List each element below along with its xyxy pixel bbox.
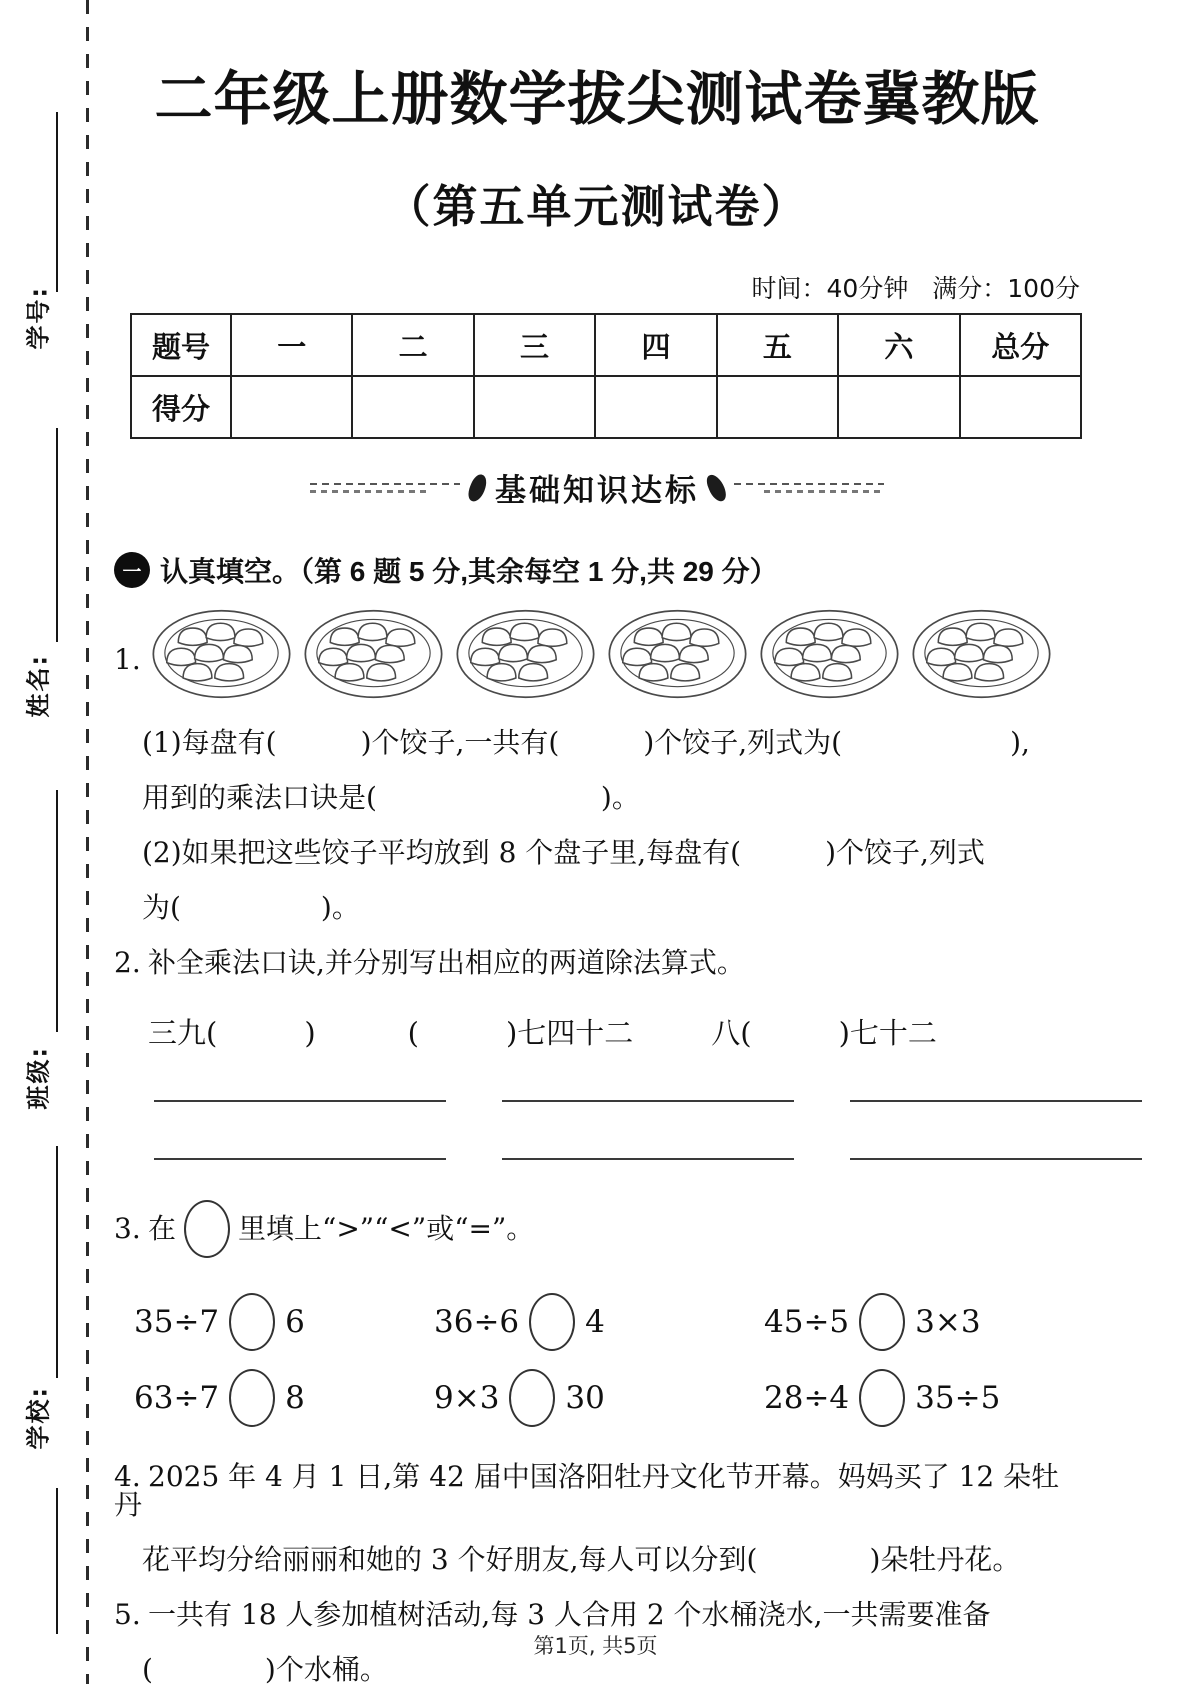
comparison-circle [509,1369,555,1427]
question-4-number: 4. [114,1460,141,1493]
exam-full-score: 满分：100分 [932,274,1080,303]
exam-meta [112,269,1080,305]
dumpling-plate-illustration [604,606,751,702]
question-4-line1: 2025 年 4 月 1 日,第 42 届中国洛阳牡丹文化节开幕。妈妈买了 12 朵牡丹 [114,1460,1060,1521]
margin-writing-line [56,1488,58,1634]
comparison-left: 35÷7 [134,1304,220,1340]
question-5 [114,1598,1082,1631]
question-3 [114,1200,1082,1258]
score-input-cell [595,376,716,438]
section-banner [112,465,1082,510]
comparison-item [134,1360,434,1436]
dumpling-plate-illustration [756,606,903,702]
score-table-col: 一 [231,314,352,376]
mnemonic-part: 八( )七十二 [711,1016,937,1050]
margin-field-student-id: 学号: [24,285,53,350]
question-1 [114,606,1082,702]
score-table-row-label: 得分 [131,376,231,438]
score-input-cell [352,376,473,438]
question-3-text-prefix: 在 [148,1212,177,1245]
answer-blank-line [154,1100,446,1102]
score-table-row-label: 题号 [131,314,231,376]
score-input-cell [474,376,595,438]
comparison-left: 45÷5 [764,1304,850,1340]
question-3-number: 3. [114,1212,141,1245]
comparison-item [134,1284,434,1360]
question-section-1-header [114,550,1082,590]
question-4-line2: 花平均分给丽丽和她的 3 个好朋友,每人可以分到( )朵牡丹花。 [142,1543,1021,1576]
answer-blank-line [154,1158,446,1160]
score-table-score-row [131,376,1081,438]
banner-ink-mark-left [465,473,490,503]
comparison-item [434,1360,764,1436]
question-5-line1: 一共有 18 人参加植树活动,每 3 人合用 2 个水桶浇水,一共需要准备 [148,1598,991,1631]
comparison-left: 28÷4 [764,1380,850,1416]
dumpling-plate-illustration [908,606,1055,702]
margin-dashed-divider [86,0,89,1684]
comparison-circle [229,1293,275,1351]
section-number-badge: 一 [114,552,150,588]
banner-ink-mark-right [704,473,729,503]
comparison-right: 4 [585,1304,605,1340]
score-input-cell [231,376,352,438]
margin-field-class: 班级: [24,1045,53,1110]
question-2-text: 补全乘法口诀,并分别写出相应的两道除法算式。 [148,946,745,979]
score-table [130,313,1082,439]
paper-content [112,0,1082,1684]
comparison-left: 36÷6 [434,1304,520,1340]
division-answer-blanks [154,1100,1082,1160]
mnemonic-part: 三九( ) [148,1016,316,1050]
section-banner-title: 基础知识达标 [495,473,699,508]
comparison-item [434,1284,764,1360]
answer-blank-line [850,1158,1142,1160]
comparison-item [764,1360,1082,1436]
comparison-circle [859,1293,905,1351]
comparison-left: 9×3 [434,1380,500,1416]
question-1-sub2-line1: (2)如果把这些饺子平均放到 8 个盘子里,每盘有( )个饺子,列式 [142,836,985,869]
dumpling-plate-illustration [300,606,447,702]
score-table-col: 总分 [960,314,1081,376]
comparison-right: 6 [285,1304,305,1340]
comparison-right: 30 [565,1380,605,1416]
question-1-sub1-line2: 用到的乘法口诀是( )。 [142,781,640,814]
paper-title: 二年级上册数学拔尖测试卷冀教版 [154,67,1040,132]
score-input-cell [960,376,1081,438]
comparison-grid [134,1284,1082,1436]
multiplication-mnemonic-row [148,1011,1082,1052]
comparison-right: 35÷5 [915,1380,1001,1416]
margin-writing-line [56,1146,58,1378]
banner-deco-line-left [310,483,460,493]
question-2-number: 2. [114,946,141,979]
question-1-sub2-line2: 为( )。 [142,891,360,924]
margin-field-school: 学校: [24,1385,53,1450]
comparison-left: 63÷7 [134,1380,220,1416]
answer-blank-line [502,1100,794,1102]
score-table-header-row [131,314,1081,376]
score-table-col: 五 [717,314,838,376]
comparison-circle [859,1369,905,1427]
banner-deco-line-right [734,483,884,493]
score-table-col: 三 [474,314,595,376]
question-5-line2: ( )个水桶。 [142,1653,388,1684]
answer-blank-line [850,1100,1142,1102]
exam-time: 时间：40分钟 [751,274,909,303]
comparison-right: 3×3 [915,1304,981,1340]
paper-subtitle: （第五单元测试卷） [385,181,809,232]
question-section-1-title: 认真填空。（第 6 题 5 分,其余每空 1 分,共 29 分） [160,556,778,587]
comparison-circle [229,1369,275,1427]
score-table-col: 六 [838,314,959,376]
question-1-number: 1. [114,643,141,676]
dumpling-plate-illustration [148,606,295,702]
page-footer: 第1页, 共5页 [533,1634,658,1658]
margin-writing-line [56,428,58,642]
margin-field-name: 姓名: [24,653,53,718]
question-2 [114,946,1082,979]
question-5-number: 5. [114,1598,141,1631]
dumpling-plates [148,606,1082,702]
score-table-col: 二 [352,314,473,376]
question-1-sub1-line1: (1)每盘有( )个饺子,一共有( )个饺子,列式为( ), [142,726,1030,759]
comparison-right: 8 [285,1380,305,1416]
comparison-item [764,1284,1082,1360]
answer-blank-line [502,1158,794,1160]
question-3-text-suffix: 里填上“>”“<”或“=”。 [238,1212,535,1245]
margin-writing-line [56,112,58,292]
mnemonic-part: ( )七四十二 [407,1016,634,1050]
question-4 [114,1460,1082,1521]
score-table-col: 四 [595,314,716,376]
margin-writing-line [56,790,58,1032]
comparison-circle [184,1200,230,1258]
score-input-cell [838,376,959,438]
dumpling-plate-illustration [452,606,599,702]
score-input-cell [717,376,838,438]
comparison-circle [529,1293,575,1351]
